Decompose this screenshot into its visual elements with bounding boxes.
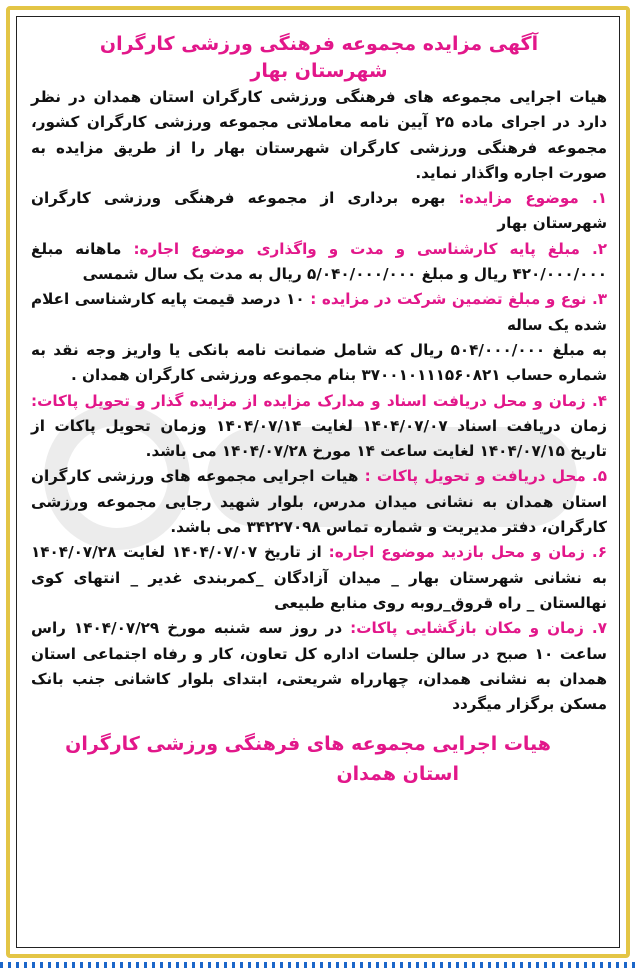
bottom-dotted-border bbox=[0, 962, 636, 968]
notice-title: آگهی مزایده مجموعه فرهنگی ورزشی کارگران bbox=[99, 33, 539, 55]
notice-intro: هیات اجرایی مجموعه های فرهنگی ورزشی کارگران استان همدان در نظر دارد در اجرای ماده ۲۵ آیین نامه معاملاتی مجموعه ورزشی کارگران کشور، مجموعه فرهنگی ورزشی کارگران شهرستان بهار را از طریق مزایده به صورت اجاره واگذار نماید. bbox=[31, 88, 607, 182]
section-heading: ۱. موضوع مزایده: bbox=[458, 189, 607, 208]
section-text: در روز سه شنبه مورخ ۱۴۰۴/۰۷/۲۹ راس ساعت ۱۰ صبح در سالن جلسات اداره کل تعاون، کار و رفاه اجتماعی استان همدان به نشانی همدان، چهارراه شریعتی، ابتدای بلوار کاشانی جنب بانک مسکن برگزار میگردد bbox=[31, 619, 607, 714]
section-text: ماهانه مبلغ ۴۲۰/۰۰۰/۰۰۰ ریال و مبلغ ۵/۰۴۰/۰۰۰/۰۰۰ ریال به مدت یک سال شمسی bbox=[31, 239, 607, 284]
section-text: به مبلغ ۵۰۴/۰۰۰/۰۰۰ ریال که شامل ضمانت نامه بانکی یا واریز وجه نقد به شماره حساب ۳۷۰۰۱۰۱۱۱۵۶۰۸۲۱ بنام مجموعه ورزشی کارگران همدان . bbox=[31, 340, 607, 385]
section-heading: ۲. مبلغ پایه کارشناسی و مدت و واگذاری موضوع اجاره: bbox=[133, 239, 608, 258]
section-text: بهره برداری از مجموعه فرهنگی ورزشی کارگران شهرستان بهار bbox=[31, 189, 607, 233]
section-heading: ۶. زمان و محل بازدید موضوع اجاره: bbox=[328, 543, 607, 562]
section-guarantee bbox=[31, 287, 607, 338]
issuer-name: هیات اجرایی مجموعه های فرهنگی ورزشی کارگران bbox=[65, 733, 551, 756]
issuer-signature bbox=[31, 729, 607, 789]
section-subject bbox=[31, 186, 607, 237]
section-text: از تاریخ ۱۴۰۴/۰۷/۰۷ لغایت ۱۴۰۴/۰۷/۲۸ به نشانی شهرستان بهار _ میدان آزادگان _کمربندی غدیر _ انتهای کوی نهالستان _ راه قروق_روبه روی منابع طبیعی bbox=[31, 543, 607, 612]
section-visit bbox=[31, 540, 607, 616]
inner-frame bbox=[16, 16, 620, 948]
section-delivery-place bbox=[31, 464, 607, 540]
outer-frame bbox=[6, 6, 630, 958]
section-text: هیات اجرایی مجموعه های ورزشی کارگران استان همدان به نشانی میدان مدرس، بلوار شهید رجایی مجموعه ورزشی کارگران، دفتر مدیریت و شماره تماس ۳۴۲۲۷۰۹۸ می باشد. bbox=[31, 467, 607, 537]
section-heading: ۳. نوع و مبلغ تضمین شرکت در مزایده : bbox=[310, 290, 608, 309]
section-heading: ۷. زمان و مکان بازگشایی پاکات: bbox=[350, 619, 607, 638]
notice-body bbox=[17, 17, 619, 789]
section-documents-time bbox=[31, 389, 607, 465]
issuer-province: استان همدان bbox=[336, 763, 459, 786]
section-heading: ۵. محل دریافت و تحویل پاکات : bbox=[364, 467, 607, 486]
section-text: زمان دریافت اسناد ۱۴۰۴/۰۷/۰۷ لغایت ۱۴۰۴/۰۷/۱۴ وزمان تحویل پاکات از تاریخ ۱۴۰۴/۰۷/۱۵ لغایت ساعت ۱۴ مورخ ۱۴۰۴/۰۷/۲۸ می باشد. bbox=[31, 416, 608, 461]
section-text: ۱۰ درصد قیمت پایه کارشناسی اعلام شده یک ساله bbox=[31, 290, 607, 334]
section-guarantee-amount bbox=[31, 338, 607, 389]
section-opening bbox=[31, 616, 607, 717]
notice-subtitle: شهرستان بهار bbox=[250, 60, 388, 82]
section-heading: ۴. زمان و محل دریافت اسناد و مدارک مزایده از مزایده گذار و تحویل پاکات: bbox=[31, 391, 607, 410]
section-base-price bbox=[31, 237, 607, 288]
